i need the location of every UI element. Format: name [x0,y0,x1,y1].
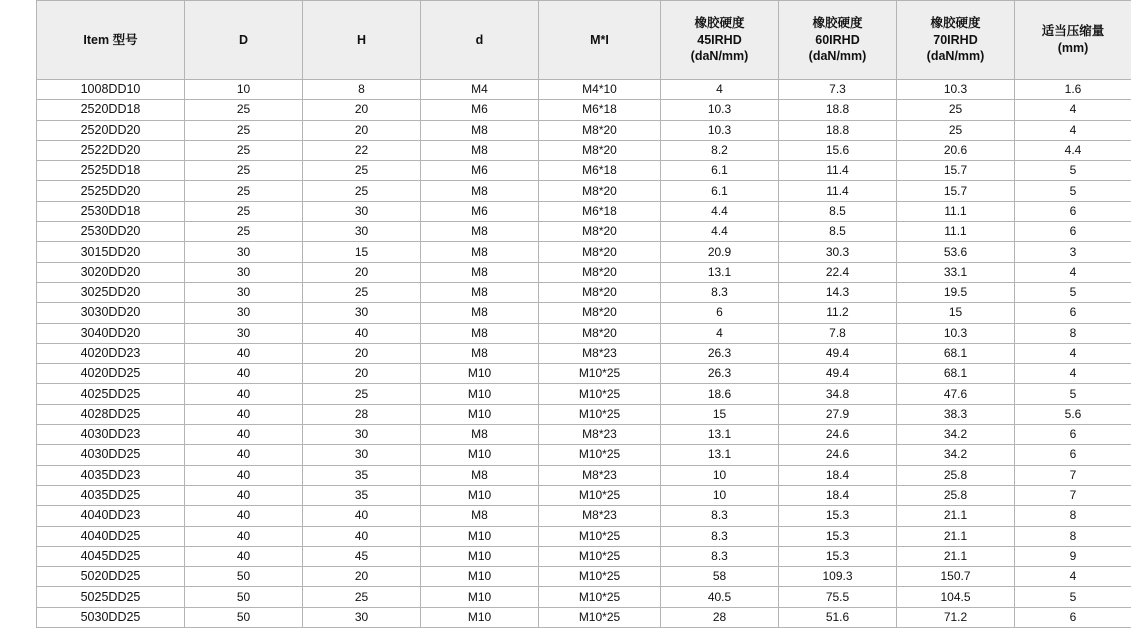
cell-d-thread: M10 [421,384,539,404]
cell-item: 3040DD20 [37,323,185,343]
cell-hardness-45: 4.4 [661,201,779,221]
cell-h-height: 20 [303,120,421,140]
cell-d-outer: 50 [185,587,303,607]
cell-item: 2520DD20 [37,120,185,140]
cell-thread-size: M8*23 [539,506,661,526]
cell-d-outer: 50 [185,567,303,587]
cell-hardness-60: 34.8 [779,384,897,404]
column-header-h-line-1: H [306,32,417,49]
cell-item: 2525DD18 [37,161,185,181]
table-row [37,546,1131,566]
cell-hardness-70: 15 [897,303,1015,323]
cell-hardness-70: 11.1 [897,201,1015,221]
cell-d-outer: 40 [185,465,303,485]
cell-thread-size: M6*18 [539,161,661,181]
cell-hardness-70: 15.7 [897,181,1015,201]
cell-item: 1008DD10 [37,80,185,100]
cell-hardness-45: 6 [661,303,779,323]
cell-compression: 8 [1015,506,1131,526]
cell-hardness-70: 21.1 [897,526,1015,546]
cell-compression: 5 [1015,181,1131,201]
table-row [37,567,1131,587]
cell-d-outer: 25 [185,140,303,160]
cell-hardness-45: 8.2 [661,140,779,160]
cell-hardness-70: 21.1 [897,546,1015,566]
column-header-thread [539,1,661,80]
cell-hardness-45: 4 [661,80,779,100]
table-row [37,425,1131,445]
cell-d-outer: 30 [185,242,303,262]
cell-hardness-45: 6.1 [661,181,779,201]
cell-h-height: 20 [303,262,421,282]
cell-h-height: 30 [303,201,421,221]
cell-hardness-45: 15 [661,404,779,424]
column-header-item-line-1: Item 型号 [40,32,181,49]
cell-hardness-45: 8.3 [661,546,779,566]
cell-hardness-70: 47.6 [897,384,1015,404]
cell-h-height: 30 [303,425,421,445]
cell-d-thread: M10 [421,404,539,424]
cell-thread-size: M8*20 [539,222,661,242]
cell-d-outer: 10 [185,80,303,100]
table-row [37,80,1131,100]
cell-thread-size: M10*25 [539,567,661,587]
cell-item: 4025DD25 [37,384,185,404]
table-header [37,1,1131,80]
cell-hardness-60: 75.5 [779,587,897,607]
cell-d-outer: 30 [185,303,303,323]
column-header-d-line-1: D [188,32,299,49]
cell-hardness-70: 19.5 [897,282,1015,302]
cell-item: 4028DD25 [37,404,185,424]
cell-compression: 7 [1015,485,1131,505]
column-header-hardness-60-line-1: 橡胶硬度 [782,15,893,32]
cell-hardness-60: 15.3 [779,546,897,566]
column-header-d [185,1,303,80]
column-header-hardness-45-line-2: 45IRHD [664,32,775,49]
cell-thread-size: M10*25 [539,526,661,546]
cell-compression: 8 [1015,526,1131,546]
cell-hardness-60: 11.4 [779,161,897,181]
table-row [37,607,1131,627]
cell-thread-size: M8*20 [539,140,661,160]
cell-compression: 9 [1015,546,1131,566]
column-header-h [303,1,421,80]
cell-hardness-60: 30.3 [779,242,897,262]
column-header-hardness-60-line-2: 60IRHD [782,32,893,49]
column-header-hardness-60-line-3: (daN/mm) [782,48,893,65]
cell-h-height: 40 [303,323,421,343]
cell-d-outer: 40 [185,384,303,404]
cell-d-thread: M8 [421,425,539,445]
cell-hardness-45: 10.3 [661,120,779,140]
cell-thread-size: M8*20 [539,181,661,201]
column-header-hardness-70 [897,1,1015,80]
cell-hardness-60: 11.2 [779,303,897,323]
cell-h-height: 45 [303,546,421,566]
cell-thread-size: M8*20 [539,242,661,262]
table-row [37,242,1131,262]
cell-d-outer: 25 [185,120,303,140]
cell-compression: 5 [1015,161,1131,181]
cell-d-outer: 40 [185,445,303,465]
cell-d-thread: M8 [421,222,539,242]
cell-item: 3020DD20 [37,262,185,282]
cell-compression: 5 [1015,587,1131,607]
cell-item: 5030DD25 [37,607,185,627]
column-header-hardness-45-line-1: 橡胶硬度 [664,15,775,32]
cell-compression: 6 [1015,607,1131,627]
cell-thread-size: M8*20 [539,262,661,282]
cell-hardness-60: 18.4 [779,465,897,485]
cell-item: 2530DD20 [37,222,185,242]
cell-hardness-70: 150.7 [897,567,1015,587]
table-row [37,445,1131,465]
cell-hardness-45: 26.3 [661,343,779,363]
cell-hardness-60: 49.4 [779,343,897,363]
cell-d-thread: M8 [421,262,539,282]
cell-h-height: 30 [303,303,421,323]
cell-hardness-70: 38.3 [897,404,1015,424]
cell-hardness-45: 8.3 [661,282,779,302]
cell-hardness-45: 40.5 [661,587,779,607]
cell-hardness-45: 8.3 [661,526,779,546]
table-row [37,404,1131,424]
column-header-item [37,1,185,80]
cell-h-height: 30 [303,445,421,465]
cell-d-outer: 40 [185,506,303,526]
cell-h-height: 25 [303,181,421,201]
cell-hardness-60: 22.4 [779,262,897,282]
cell-d-outer: 25 [185,181,303,201]
cell-item: 5025DD25 [37,587,185,607]
cell-d-thread: M10 [421,526,539,546]
cell-d-thread: M6 [421,161,539,181]
column-header-compression-line-2: (mm) [1018,40,1128,57]
cell-hardness-45: 13.1 [661,445,779,465]
cell-thread-size: M8*23 [539,465,661,485]
cell-thread-size: M8*23 [539,343,661,363]
cell-hardness-70: 68.1 [897,343,1015,363]
cell-thread-size: M10*25 [539,445,661,465]
cell-d-thread: M10 [421,364,539,384]
cell-thread-size: M6*18 [539,100,661,120]
cell-thread-size: M8*20 [539,120,661,140]
cell-hardness-70: 21.1 [897,506,1015,526]
table-row [37,587,1131,607]
cell-hardness-70: 20.6 [897,140,1015,160]
cell-item: 2522DD20 [37,140,185,160]
cell-h-height: 20 [303,567,421,587]
cell-hardness-60: 109.3 [779,567,897,587]
cell-d-outer: 50 [185,607,303,627]
cell-thread-size: M8*20 [539,282,661,302]
table-row [37,120,1131,140]
cell-compression: 8 [1015,323,1131,343]
cell-hardness-60: 18.4 [779,485,897,505]
cell-d-outer: 30 [185,282,303,302]
column-header-hardness-45 [661,1,779,80]
cell-hardness-60: 7.8 [779,323,897,343]
cell-d-thread: M10 [421,546,539,566]
cell-d-thread: M10 [421,607,539,627]
cell-compression: 4 [1015,100,1131,120]
cell-h-height: 25 [303,161,421,181]
column-header-small-d-line-1: d [424,32,535,49]
table-row [37,303,1131,323]
cell-hardness-60: 18.8 [779,100,897,120]
cell-d-outer: 40 [185,404,303,424]
cell-d-outer: 40 [185,425,303,445]
cell-d-thread: M8 [421,282,539,302]
cell-thread-size: M8*20 [539,323,661,343]
cell-d-thread: M10 [421,485,539,505]
cell-d-thread: M10 [421,445,539,465]
cell-compression: 5 [1015,282,1131,302]
cell-h-height: 35 [303,485,421,505]
cell-item: 2520DD18 [37,100,185,120]
cell-item: 4020DD25 [37,364,185,384]
cell-d-outer: 40 [185,364,303,384]
cell-hardness-45: 18.6 [661,384,779,404]
cell-hardness-45: 6.1 [661,161,779,181]
cell-item: 4030DD25 [37,445,185,465]
column-header-hardness-70-line-3: (daN/mm) [900,48,1011,65]
cell-thread-size: M10*25 [539,587,661,607]
cell-d-thread: M6 [421,201,539,221]
cell-hardness-60: 51.6 [779,607,897,627]
cell-hardness-45: 58 [661,567,779,587]
cell-hardness-60: 24.6 [779,425,897,445]
cell-thread-size: M4*10 [539,80,661,100]
table-row [37,485,1131,505]
cell-h-height: 25 [303,587,421,607]
cell-item: 5020DD25 [37,567,185,587]
cell-item: 4035DD23 [37,465,185,485]
cell-item: 4030DD23 [37,425,185,445]
cell-hardness-60: 18.8 [779,120,897,140]
cell-hardness-70: 68.1 [897,364,1015,384]
cell-hardness-60: 49.4 [779,364,897,384]
cell-compression: 4 [1015,343,1131,363]
table-row [37,140,1131,160]
cell-hardness-60: 8.5 [779,201,897,221]
table-row [37,384,1131,404]
cell-hardness-60: 15.3 [779,526,897,546]
cell-d-thread: M8 [421,140,539,160]
cell-hardness-70: 11.1 [897,222,1015,242]
column-header-compression-line-1: 适当压缩量 [1018,23,1128,40]
cell-compression: 6 [1015,201,1131,221]
cell-hardness-70: 25.8 [897,465,1015,485]
cell-hardness-45: 20.9 [661,242,779,262]
table-row [37,465,1131,485]
cell-h-height: 40 [303,526,421,546]
column-header-hardness-70-line-2: 70IRHD [900,32,1011,49]
cell-d-thread: M8 [421,465,539,485]
cell-d-thread: M4 [421,80,539,100]
table-row [37,343,1131,363]
cell-hardness-45: 4 [661,323,779,343]
column-header-hardness-60 [779,1,897,80]
cell-hardness-60: 24.6 [779,445,897,465]
cell-hardness-70: 104.5 [897,587,1015,607]
cell-hardness-45: 10 [661,485,779,505]
cell-item: 4045DD25 [37,546,185,566]
table-row [37,262,1131,282]
cell-d-thread: M10 [421,587,539,607]
cell-thread-size: M10*25 [539,485,661,505]
cell-h-height: 28 [303,404,421,424]
table-row [37,201,1131,221]
cell-hardness-60: 11.4 [779,181,897,201]
cell-compression: 4 [1015,262,1131,282]
cell-hardness-45: 13.1 [661,425,779,445]
table-row [37,506,1131,526]
column-header-compression [1015,1,1131,80]
table-header-row [37,1,1131,80]
cell-hardness-60: 15.3 [779,506,897,526]
table-row [37,222,1131,242]
cell-item: 2525DD20 [37,181,185,201]
cell-hardness-70: 53.6 [897,242,1015,262]
cell-hardness-60: 27.9 [779,404,897,424]
cell-hardness-70: 34.2 [897,425,1015,445]
cell-h-height: 40 [303,506,421,526]
cell-compression: 7 [1015,465,1131,485]
cell-thread-size: M8*20 [539,303,661,323]
cell-d-outer: 25 [185,222,303,242]
table-row [37,526,1131,546]
table-row [37,100,1131,120]
cell-compression: 3 [1015,242,1131,262]
cell-h-height: 22 [303,140,421,160]
cell-d-outer: 40 [185,526,303,546]
cell-d-outer: 30 [185,323,303,343]
cell-hardness-70: 25.8 [897,485,1015,505]
cell-compression: 4 [1015,120,1131,140]
cell-thread-size: M6*18 [539,201,661,221]
table-row [37,323,1131,343]
cell-hardness-60: 14.3 [779,282,897,302]
cell-hardness-45: 26.3 [661,364,779,384]
cell-thread-size: M10*25 [539,364,661,384]
cell-thread-size: M10*25 [539,546,661,566]
cell-d-outer: 40 [185,546,303,566]
cell-compression: 6 [1015,303,1131,323]
cell-hardness-45: 28 [661,607,779,627]
cell-h-height: 30 [303,222,421,242]
cell-compression: 4 [1015,364,1131,384]
cell-item: 3025DD20 [37,282,185,302]
specification-table [36,0,1131,628]
table-row [37,181,1131,201]
cell-hardness-70: 10.3 [897,323,1015,343]
cell-hardness-70: 34.2 [897,445,1015,465]
cell-item: 3030DD20 [37,303,185,323]
cell-h-height: 35 [303,465,421,485]
cell-thread-size: M8*23 [539,425,661,445]
cell-d-thread: M8 [421,303,539,323]
cell-hardness-70: 25 [897,100,1015,120]
cell-hardness-45: 4.4 [661,222,779,242]
cell-hardness-45: 10.3 [661,100,779,120]
table-body [37,80,1131,628]
cell-d-outer: 40 [185,485,303,505]
cell-thread-size: M10*25 [539,607,661,627]
cell-compression: 5 [1015,384,1131,404]
cell-hardness-70: 33.1 [897,262,1015,282]
cell-item: 3015DD20 [37,242,185,262]
cell-h-height: 25 [303,282,421,302]
cell-d-outer: 30 [185,262,303,282]
cell-compression: 1.6 [1015,80,1131,100]
cell-hardness-70: 15.7 [897,161,1015,181]
cell-compression: 4.4 [1015,140,1131,160]
cell-h-height: 30 [303,607,421,627]
cell-compression: 6 [1015,445,1131,465]
column-header-hardness-45-line-3: (daN/mm) [664,48,775,65]
cell-d-thread: M8 [421,120,539,140]
cell-hardness-45: 10 [661,465,779,485]
column-header-hardness-70-line-1: 橡胶硬度 [900,15,1011,32]
cell-thread-size: M10*25 [539,384,661,404]
cell-d-thread: M8 [421,506,539,526]
cell-d-thread: M8 [421,181,539,201]
cell-h-height: 15 [303,242,421,262]
cell-item: 4020DD23 [37,343,185,363]
cell-d-thread: M10 [421,567,539,587]
cell-item: 4035DD25 [37,485,185,505]
cell-hardness-70: 10.3 [897,80,1015,100]
cell-h-height: 25 [303,384,421,404]
cell-item: 2530DD18 [37,201,185,221]
table-row [37,282,1131,302]
cell-hardness-60: 15.6 [779,140,897,160]
cell-d-thread: M8 [421,343,539,363]
cell-hardness-45: 8.3 [661,506,779,526]
cell-h-height: 20 [303,343,421,363]
cell-d-outer: 25 [185,201,303,221]
cell-d-thread: M8 [421,242,539,262]
cell-h-height: 20 [303,364,421,384]
cell-compression: 6 [1015,222,1131,242]
cell-thread-size: M10*25 [539,404,661,424]
cell-d-outer: 40 [185,343,303,363]
cell-d-outer: 25 [185,161,303,181]
cell-hardness-45: 13.1 [661,262,779,282]
cell-compression: 5.6 [1015,404,1131,424]
cell-hardness-70: 71.2 [897,607,1015,627]
cell-hardness-60: 8.5 [779,222,897,242]
cell-d-thread: M8 [421,323,539,343]
column-header-thread-line-1: M*I [542,32,657,49]
cell-hardness-60: 7.3 [779,80,897,100]
cell-hardness-70: 25 [897,120,1015,140]
cell-d-outer: 25 [185,100,303,120]
column-header-small-d [421,1,539,80]
cell-d-thread: M6 [421,100,539,120]
cell-compression: 6 [1015,425,1131,445]
table-row [37,364,1131,384]
table-row [37,161,1131,181]
cell-h-height: 20 [303,100,421,120]
cell-h-height: 8 [303,80,421,100]
cell-item: 4040DD23 [37,506,185,526]
cell-item: 4040DD25 [37,526,185,546]
cell-compression: 4 [1015,567,1131,587]
